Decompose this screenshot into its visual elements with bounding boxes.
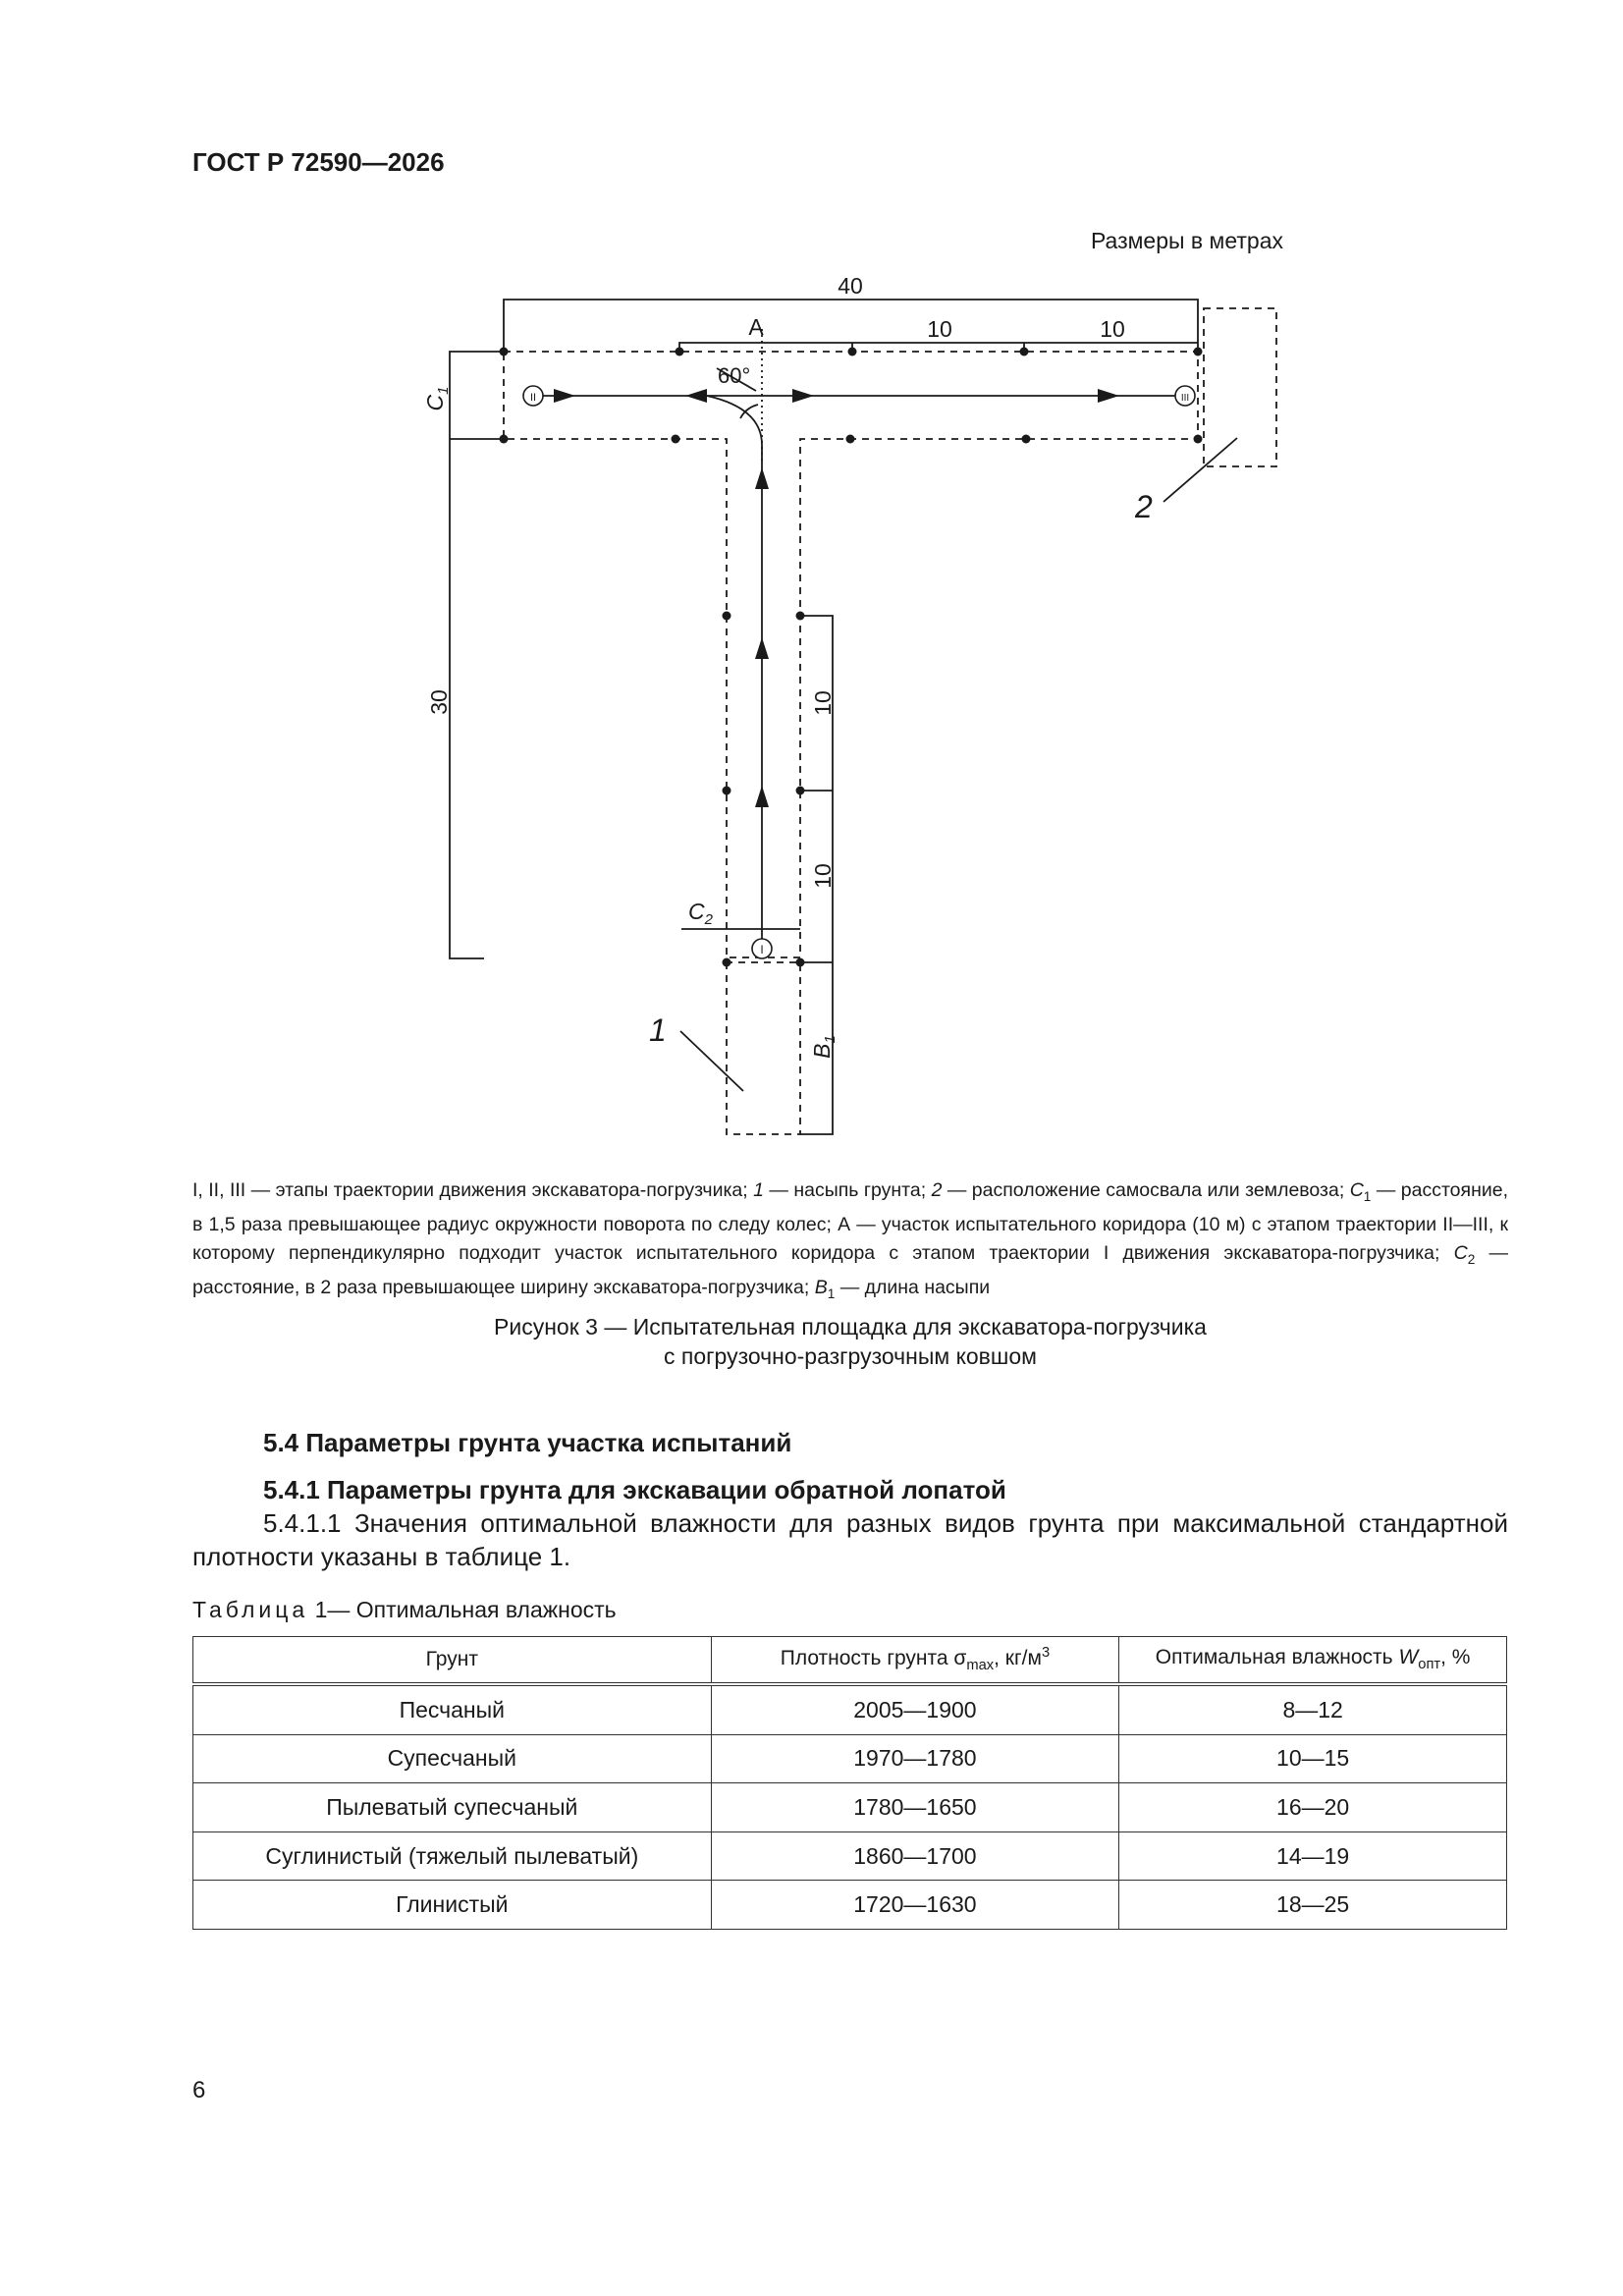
corridor-dot <box>846 435 855 444</box>
soil-pile-area <box>727 962 800 1134</box>
table-row <box>193 1684 1507 1734</box>
stage-1-label: I <box>760 943 764 957</box>
stage-3-label: III <box>1180 393 1190 404</box>
table-header-row <box>193 1637 1507 1685</box>
corridor-dot <box>796 958 805 967</box>
cell-density: 2005—1900 <box>711 1684 1119 1734</box>
leader-2 <box>1163 438 1237 502</box>
svg-text:B1: $B_1$ <box>809 1035 839 1059</box>
corridor-dot <box>1194 435 1203 444</box>
leader-1 <box>680 1031 743 1091</box>
cell-soil: Песчаный <box>193 1684 712 1734</box>
cell-moisture: 8—12 <box>1119 1684 1507 1734</box>
cell-moisture: 14—19 <box>1119 1831 1507 1881</box>
dump-truck-area <box>1204 308 1276 466</box>
cell-density: 1720—1630 <box>711 1881 1119 1930</box>
label-c1 <box>422 387 452 411</box>
arrow-up-2 <box>755 637 769 659</box>
cell-density: 1860—1700 <box>711 1831 1119 1881</box>
table-title: Таблица 1— Оптимальная влажность <box>192 1597 617 1622</box>
corridor-dot <box>723 612 731 621</box>
units-note: Размеры в метрах <box>1090 228 1283 253</box>
cell-soil: Глинистый <box>193 1881 712 1930</box>
corridor-dot <box>1022 435 1031 444</box>
cell-moisture: 10—15 <box>1119 1734 1507 1783</box>
corridor-dot <box>676 348 684 356</box>
page-number: 6 <box>192 2077 206 2104</box>
dim-10-right-1: 10 <box>810 690 836 716</box>
table-row <box>193 1783 1507 1832</box>
moisture-table <box>192 1636 1507 1930</box>
arrow-up-3 <box>755 467 769 489</box>
header-density: Плотность грунта $\sigma_{max}$, $кг/м^3$ <box>711 1637 1119 1685</box>
corridor-dot <box>723 958 731 967</box>
cell-soil: Суглинистый (тяжелый пылеватый) <box>193 1831 712 1881</box>
test-site-diagram <box>0 265 1623 1149</box>
header-soil: Грунт <box>193 1637 712 1685</box>
dim-10-top-2: 10 <box>1100 316 1125 342</box>
label-b1 <box>809 1035 839 1059</box>
corridor-dot <box>1020 348 1029 356</box>
section-5-4-1-1-paragraph: 5.4.1.1 Значения оптимальной влажности для разных видов грунта при максимальной стандартной плотности указаны в таблице 1. <box>192 1508 1508 1571</box>
dim-30: 30 <box>426 689 452 715</box>
corridor-dot <box>500 435 509 444</box>
label-a: A <box>748 314 764 340</box>
figure-caption <box>192 1312 1508 1371</box>
corridor-dot <box>672 435 680 444</box>
corridor-dot <box>500 348 509 356</box>
arrow-right-2 <box>792 389 814 403</box>
angle-60: 60° <box>718 363 751 388</box>
corridor-dot <box>1194 348 1203 356</box>
section-5-4-heading: 5.4 Параметры грунта участка испытаний <box>263 1428 792 1457</box>
document-code: ГОСТ Р 72590—2026 <box>192 147 445 177</box>
dimension-c1-30-line <box>450 352 504 958</box>
arrow-left-turn <box>685 389 707 403</box>
dim-10-right-2: 10 <box>810 863 836 889</box>
cell-soil: Пылеватый супесчаный <box>193 1783 712 1832</box>
table-row <box>193 1881 1507 1930</box>
cell-density: 1970—1780 <box>711 1734 1119 1783</box>
cell-soil: Супесчаный <box>193 1734 712 1783</box>
arrow-right-3 <box>1098 389 1119 403</box>
figure-legend: I, II, III — этапы траектории движения экскаватора-погрузчика; 1 — насыпь грунта; 2 — расположение самосвала или землевоза; $C_1$ — расстояние, в 1,5 раза превышающее радиус окружности поворота по следу колес; А — участок испытательного коридора (10 м) с этапом траектории II—III, к которому перпендикулярно подходит участок испытательного коридора с этапом траектории I движения экскаватора-погрузчика; $C_2$ — расстояние, в 2 раза превышающее ширину экскаватора-погрузчика; $B_1$ — длина насыпи <box>192 1179 1508 1301</box>
cell-density: 1780—1650 <box>711 1783 1119 1832</box>
corridor-dot <box>796 787 805 795</box>
arrow-right-1 <box>554 389 575 403</box>
cell-moisture: 18—25 <box>1119 1881 1507 1930</box>
label-2: 2 <box>1135 489 1153 524</box>
corridor-dot <box>848 348 857 356</box>
arrow-up-1 <box>755 786 769 807</box>
svg-text:C1: $C_1$ <box>422 386 452 411</box>
caption-line-1: Рисунок 3 — Испытательная площадка для экскаватора-погрузчика <box>494 1314 1207 1339</box>
dim-10-top-1: 10 <box>927 316 952 342</box>
cell-moisture: 16—20 <box>1119 1783 1507 1832</box>
corridor-dot <box>723 787 731 795</box>
stage-2-label: II <box>529 392 537 404</box>
dimension-top-line <box>679 343 1198 352</box>
header-moisture: Оптимальная влажность $W_{опт}$, % <box>1119 1637 1507 1685</box>
table-row <box>193 1831 1507 1881</box>
label-c2: $C_2$ <box>688 899 713 928</box>
caption-line-2: с погрузочно-разгрузочным ковшом <box>664 1343 1037 1369</box>
label-1: 1 <box>649 1012 667 1048</box>
table-row <box>193 1734 1507 1783</box>
section-5-4-1-heading: 5.4.1 Параметры грунта для экскавации обратной лопатой <box>263 1475 1006 1504</box>
trajectory-turn <box>707 396 762 445</box>
dim-40: 40 <box>838 273 863 299</box>
dimension-40-line <box>504 300 1198 352</box>
corridor-dot <box>796 612 805 621</box>
